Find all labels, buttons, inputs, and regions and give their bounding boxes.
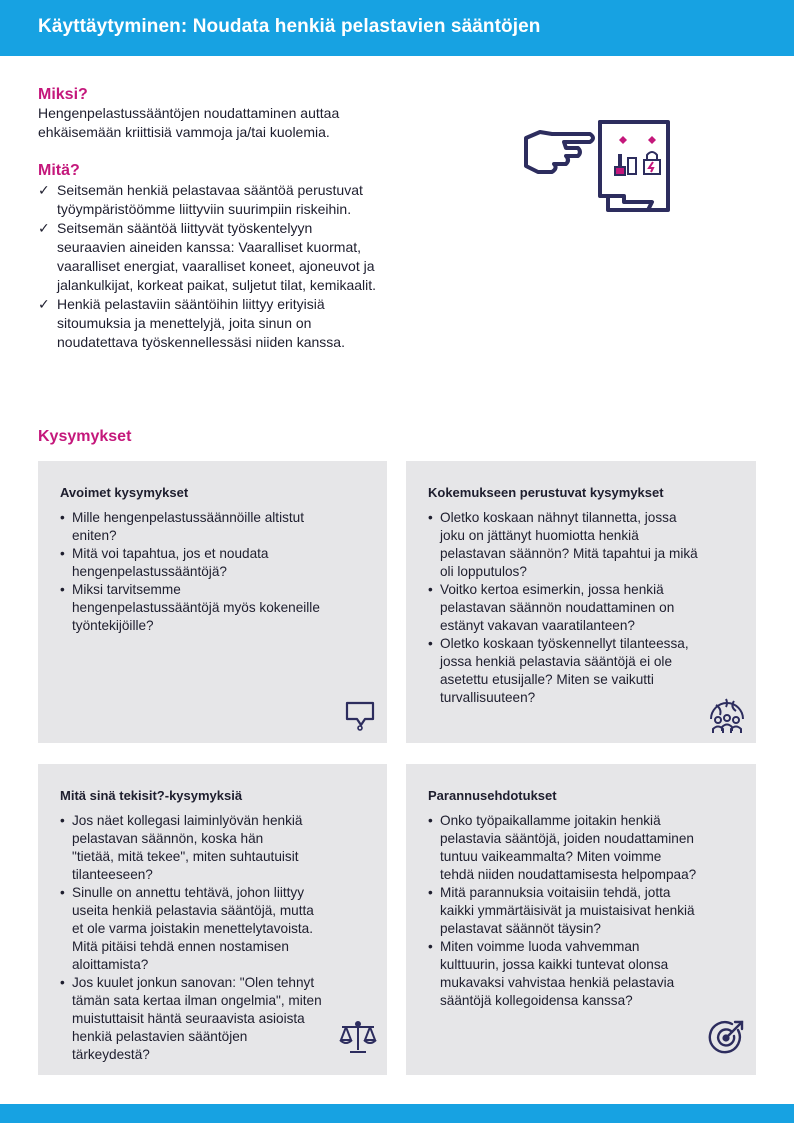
item-line: tärkeydestä? (72, 1047, 150, 1062)
question-card-experience (406, 461, 756, 743)
item-line: Mitä voi tapahtua, jos et noudata (72, 546, 269, 561)
item-line: jossa henkiä pelastavia sääntöjä ei ole (440, 654, 673, 669)
list-item (428, 581, 734, 635)
list-item (60, 581, 365, 635)
item-line: asetettu etusijalle? Miten se vaikutti (440, 672, 654, 687)
list-item (428, 884, 734, 938)
item-line: Voitko kertoa esimerkin, jossa henkiä (440, 582, 664, 597)
speech-bubble-icon (343, 699, 377, 731)
item-line: henkiä pelastavien sääntöjen (72, 1029, 248, 1044)
item-line: kulttuurin, jossa kaikki tuntevat olonsa (440, 957, 669, 972)
what-list-item (38, 295, 428, 352)
card-list (428, 812, 734, 1010)
item-line: Onko työpaikallamme joitakin henkiä (440, 813, 661, 828)
card-list (60, 812, 365, 1064)
item-line: Oletko koskaan työskennellyt tilanteessa, (440, 636, 689, 651)
item-line: Seitsemän sääntöä liittyvät työskentelyyn (57, 220, 313, 236)
what-list-item (38, 219, 428, 295)
item-line: tämän sata kertaa ilman ongelmia", miten (72, 993, 322, 1008)
item-line: pelastavan säännön, koska hän (72, 831, 264, 846)
item-line: jalankulkijat, korkeat paikat, suljetut tilat, kemikaalit. (57, 277, 377, 293)
card-title: Avoimet kysymykset (60, 485, 189, 500)
item-line: pelastavan säännön noudattaminen on (440, 600, 675, 615)
item-line: Miten voimme luoda vahvemman (440, 939, 640, 954)
card-list (60, 509, 365, 635)
item-line: et ole varma joistakin menettelytavoista. (72, 921, 314, 936)
checkmark-icon: ✓ (38, 220, 50, 236)
checkmark-icon: ✓ (38, 182, 50, 198)
why-heading: Miksi? (38, 86, 88, 103)
questions-heading: Kysymykset (38, 428, 132, 445)
item-line: sääntöjä kollegoidensa kanssa? (440, 993, 633, 1008)
item-line: "tietää, mitä tekee", miten suhtautuisit (72, 849, 299, 864)
list-item (428, 812, 734, 884)
question-card-improvements (406, 764, 756, 1075)
balance-scale-icon (338, 1018, 378, 1056)
item-line: oli lopputulos? (440, 564, 527, 579)
list-item (60, 545, 365, 581)
item-line: pelastavan säännön? Mitä tapahtui ja mikä (440, 546, 698, 561)
item-line: useita henkiä pelastavia sääntöjä, mutta (72, 903, 314, 918)
list-item (428, 938, 734, 1010)
item-line: estänyt vakavan vaaratilanteen? (440, 618, 635, 633)
item-line: mukavaksi vahvistaa henkiä pelastavia (440, 975, 675, 990)
item-line: pelastavia sääntöjä, joiden noudattaminen (440, 831, 694, 846)
list-item (428, 509, 734, 581)
list-item (60, 812, 365, 884)
item-line: tuntuu vaikeammalta? Miten voimme (440, 849, 662, 864)
item-line: hengenpelastussääntöjä? (72, 564, 227, 579)
what-list-item (38, 181, 428, 219)
item-line: Seitsemän henkiä pelastavaa sääntöä perustuvat (57, 182, 363, 198)
what-list (38, 181, 428, 352)
item-line: aloittamista? (72, 957, 149, 972)
pointing-hand-rulebook-icon (520, 118, 680, 216)
item-line: kaikki ymmärtäisivät ja muistaisivat henkiä (440, 903, 695, 918)
list-item (428, 635, 734, 707)
item-line: Henkiä pelastaviin sääntöihin liittyy erityisiä (57, 296, 325, 312)
what-heading: Mitä? (38, 162, 80, 179)
why-text (38, 104, 339, 142)
list-item (60, 884, 365, 974)
card-list (428, 509, 734, 707)
page-title: Käyttäytyminen: Noudata henkiä pelastavien sääntöjen (38, 16, 541, 37)
item-line: työntekijöille? (72, 618, 154, 633)
item-line: pelastavat säännöt täysin? (440, 921, 601, 936)
header-bar (0, 0, 794, 56)
question-card-open (38, 461, 387, 743)
item-line: eniten? (72, 528, 117, 543)
item-line: turvallisuuteen? (440, 690, 536, 705)
item-line: Jos näet kollegasi laiminlyövän henkiä (72, 813, 303, 828)
why-line: ehkäisemään kriittisiä vammoja ja/tai kuolemia. (38, 124, 330, 140)
item-line: Jos kuulet jonkun sanovan: "Olen tehnyt (72, 975, 315, 990)
card-title: Kokemukseen perustuvat kysymykset (428, 485, 664, 500)
item-line: muistuttaisit häntä seuraavista asioista (72, 1011, 305, 1026)
globe-people-icon (706, 693, 748, 735)
footer-bar (0, 1104, 794, 1123)
list-item (60, 509, 365, 545)
item-line: hengenpelastussääntöjä myös kokeneille (72, 600, 320, 615)
item-line: vaaralliset energiat, vaaralliset koneet, ajoneuvot ja (57, 258, 375, 274)
item-line: Miksi tarvitsemme (72, 582, 181, 597)
card-title: Parannusehdotukset (428, 788, 557, 803)
item-line: sitoumuksia ja menettelyjä, joita sinun on (57, 315, 312, 331)
item-line: tilanteeseen? (72, 867, 153, 882)
target-arrow-icon (708, 1018, 748, 1056)
item-line: Mitä parannuksia voitaisiin tehdä, jotta (440, 885, 671, 900)
question-card-what-would-you-do (38, 764, 387, 1075)
item-line: Oletko koskaan nähnyt tilannetta, jossa (440, 510, 677, 525)
item-line: seuraavien aineiden kanssa: Vaaralliset kuormat, (57, 239, 362, 255)
list-item (60, 974, 365, 1064)
item-line: Mitä pitäisi tehdä ennen nostamisen (72, 939, 289, 954)
item-line: työympäristöömme liittyviin suurimpiin riskeihin. (57, 201, 352, 217)
item-line: joku on jättänyt huomiotta henkiä (440, 528, 639, 543)
why-line: Hengenpelastussääntöjen noudattaminen auttaa (38, 105, 340, 121)
item-line: Mille hengenpelastussäännöille altistut (72, 510, 304, 525)
checkmark-icon: ✓ (38, 296, 50, 312)
item-line: Sinulle on annettu tehtävä, johon liittyy (72, 885, 305, 900)
item-line: tehdä niiden noudattamisesta helpompaa? (440, 867, 697, 882)
item-line: noudatettava työskennellessäsi niiden kanssa. (57, 334, 345, 350)
card-title: Mitä sinä tekisit?-kysymyksiä (60, 788, 243, 803)
